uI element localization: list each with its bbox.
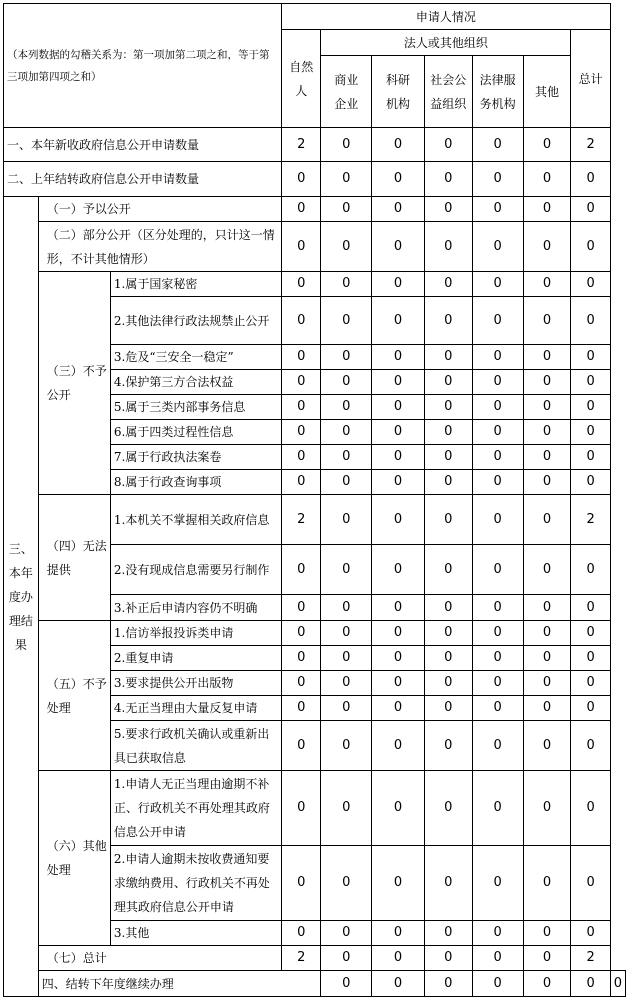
- value-cell: 0: [424, 222, 472, 272]
- value-cell: 0: [282, 545, 321, 595]
- group-other-processing-label: （六）其他处理: [38, 771, 110, 946]
- value-cell: 0: [321, 946, 372, 971]
- row-label: 1.信访举报投诉类申请: [110, 621, 281, 646]
- value-cell: 0: [424, 921, 472, 946]
- value-cell: 0: [571, 162, 610, 197]
- value-cell: 0: [424, 345, 472, 370]
- value-cell: 0: [523, 420, 571, 445]
- row-label: 6.属于四类过程性信息: [110, 420, 281, 445]
- value-cell: 0: [372, 297, 425, 345]
- value-cell: 0: [321, 420, 372, 445]
- header-legal-service-org: 法律服务机构: [472, 56, 523, 128]
- row-label: 2.申请人逾期未按收费通知要求缴纳费用、行政机关不再处理其政府信息公开申请: [110, 846, 281, 921]
- value-cell: 0: [321, 495, 372, 545]
- header-applicant-situation: 申请人情况: [282, 4, 611, 30]
- value-cell: 0: [571, 197, 610, 222]
- value-cell: 0: [424, 370, 472, 395]
- value-cell: 0: [321, 470, 372, 495]
- value-cell: 0: [610, 971, 625, 997]
- value-cell: 0: [372, 470, 425, 495]
- value-cell: 0: [321, 297, 372, 345]
- value-cell: 0: [372, 162, 425, 197]
- value-cell: 0: [424, 445, 472, 470]
- value-cell: 0: [571, 545, 610, 595]
- header-commercial-enterprise: [321, 56, 372, 128]
- value-cell: 0: [571, 721, 610, 771]
- value-cell: 0: [472, 545, 523, 595]
- value-cell: 0: [424, 495, 472, 545]
- row-label: （七）总计: [38, 946, 281, 971]
- row-label: 1.本机关不掌握相关政府信息: [110, 495, 281, 545]
- row-label: 2.其他法律行政法规禁止公开: [110, 297, 281, 345]
- value-cell: 0: [424, 971, 472, 997]
- row-label: 5.属于三类内部事务信息: [110, 395, 281, 420]
- value-cell: 0: [523, 721, 571, 771]
- value-cell: 0: [523, 370, 571, 395]
- value-cell: 0: [571, 420, 610, 445]
- government-info-disclosure-table: [3, 3, 626, 997]
- row-label: 2.重复申请: [110, 646, 281, 671]
- value-cell: 0: [321, 595, 372, 621]
- value-cell: 2: [571, 495, 610, 545]
- value-cell: 0: [523, 921, 571, 946]
- value-cell: 0: [372, 771, 425, 846]
- value-cell: 0: [472, 671, 523, 696]
- value-cell: 0: [282, 370, 321, 395]
- value-cell: 0: [523, 162, 571, 197]
- value-cell: 0: [571, 595, 610, 621]
- value-cell: 0: [424, 545, 472, 595]
- header-scientific: 科研: [385, 72, 410, 87]
- value-cell: 0: [523, 470, 571, 495]
- group-unable-to-provide-label: （四）无法提供: [38, 495, 110, 621]
- value-cell: 0: [472, 470, 523, 495]
- value-cell: 0: [472, 162, 523, 197]
- value-cell: 0: [472, 445, 523, 470]
- header-scientific-institution: [372, 56, 425, 128]
- value-cell: 0: [472, 595, 523, 621]
- value-cell: 0: [472, 846, 523, 921]
- value-cell: 0: [571, 696, 610, 721]
- value-cell: 0: [472, 971, 523, 997]
- value-cell: 0: [523, 971, 571, 997]
- value-cell: 0: [523, 272, 571, 297]
- row-label: 3.补正后申请内容仍不明确: [110, 595, 281, 621]
- value-cell: 0: [321, 846, 372, 921]
- row-label: 3.要求提供公开出版物: [110, 671, 281, 696]
- row-label: （一）予以公开: [38, 197, 281, 222]
- value-cell: 0: [321, 370, 372, 395]
- value-cell: 0: [472, 621, 523, 646]
- value-cell: 0: [472, 696, 523, 721]
- value-cell: 0: [472, 197, 523, 222]
- value-cell: 0: [282, 445, 321, 470]
- value-cell: 0: [571, 646, 610, 671]
- value-cell: 0: [321, 162, 372, 197]
- value-cell: 0: [321, 272, 372, 297]
- value-cell: 0: [424, 595, 472, 621]
- value-cell: 0: [424, 696, 472, 721]
- value-cell: 0: [424, 470, 472, 495]
- header-total: 总计: [571, 30, 610, 128]
- header-institution: 机构: [385, 96, 410, 111]
- value-cell: 0: [472, 946, 523, 971]
- value-cell: 0: [571, 470, 610, 495]
- value-cell: 0: [372, 197, 425, 222]
- value-cell: 0: [321, 721, 372, 771]
- row-label: 3.危及“三安全一稳定”: [110, 345, 281, 370]
- value-cell: 0: [523, 197, 571, 222]
- value-cell: 0: [523, 595, 571, 621]
- value-cell: 0: [282, 646, 321, 671]
- value-cell: 0: [472, 646, 523, 671]
- value-cell: 0: [571, 846, 610, 921]
- value-cell: 0: [282, 420, 321, 445]
- header-note: （本列数据的勾稽关系为：第一项加第二项之和，等于第三项加第四项之和）: [4, 4, 282, 128]
- value-cell: 0: [372, 395, 425, 420]
- row-label: 3.其他: [110, 921, 281, 946]
- value-cell: 0: [424, 621, 472, 646]
- value-cell: 0: [472, 345, 523, 370]
- value-cell: 2: [282, 946, 321, 971]
- value-cell: 0: [372, 420, 425, 445]
- row-label: 8.属于行政查询事项: [110, 470, 281, 495]
- row-label: 二、上年结转政府信息公开申请数量: [4, 162, 282, 197]
- row-label: 4.无正当理由大量反复申请: [110, 696, 281, 721]
- value-cell: 0: [321, 545, 372, 595]
- value-cell: 0: [523, 846, 571, 921]
- value-cell: 0: [424, 721, 472, 771]
- value-cell: 0: [523, 222, 571, 272]
- value-cell: 0: [523, 345, 571, 370]
- value-cell: 0: [282, 470, 321, 495]
- value-cell: 0: [282, 395, 321, 420]
- value-cell: 0: [321, 197, 372, 222]
- value-cell: 0: [523, 395, 571, 420]
- value-cell: 0: [282, 721, 321, 771]
- value-cell: 2: [571, 128, 610, 162]
- row-label: 四、结转下年度继续办理: [38, 971, 321, 997]
- value-cell: 0: [424, 771, 472, 846]
- value-cell: 0: [282, 345, 321, 370]
- value-cell: 0: [372, 921, 425, 946]
- value-cell: 0: [282, 671, 321, 696]
- value-cell: 0: [321, 921, 372, 946]
- value-cell: 0: [571, 345, 610, 370]
- row-label: （二）部分公开（区分处理的，只计这一情形，不计其他情形）: [38, 222, 281, 272]
- value-cell: 0: [523, 621, 571, 646]
- value-cell: 0: [523, 495, 571, 545]
- value-cell: 0: [282, 621, 321, 646]
- value-cell: 0: [523, 646, 571, 671]
- value-cell: 0: [282, 846, 321, 921]
- value-cell: 0: [372, 646, 425, 671]
- value-cell: 0: [523, 671, 571, 696]
- value-cell: 0: [424, 646, 472, 671]
- value-cell: 0: [321, 771, 372, 846]
- value-cell: 0: [282, 297, 321, 345]
- value-cell: 0: [372, 721, 425, 771]
- value-cell: 0: [282, 162, 321, 197]
- value-cell: 0: [372, 370, 425, 395]
- value-cell: 0: [571, 297, 610, 345]
- value-cell: 0: [424, 846, 472, 921]
- value-cell: 0: [372, 621, 425, 646]
- row-label: 4.保护第三方合法权益: [110, 370, 281, 395]
- value-cell: 0: [372, 128, 425, 162]
- value-cell: 0: [424, 128, 472, 162]
- value-cell: 0: [523, 297, 571, 345]
- value-cell: 0: [424, 197, 472, 222]
- value-cell: 0: [372, 495, 425, 545]
- value-cell: 0: [321, 696, 372, 721]
- row-label: 一、本年新收政府信息公开申请数量: [4, 128, 282, 162]
- value-cell: 0: [372, 971, 425, 997]
- value-cell: 0: [472, 297, 523, 345]
- value-cell: 0: [372, 696, 425, 721]
- value-cell: 0: [571, 771, 610, 846]
- value-cell: 0: [571, 445, 610, 470]
- value-cell: 0: [282, 197, 321, 222]
- value-cell: 0: [372, 345, 425, 370]
- value-cell: 0: [571, 621, 610, 646]
- value-cell: 0: [472, 771, 523, 846]
- value-cell: 0: [472, 272, 523, 297]
- header-legal-entity: 法人或其他组织: [321, 30, 571, 56]
- value-cell: 0: [523, 696, 571, 721]
- value-cell: 2: [282, 128, 321, 162]
- value-cell: 0: [571, 671, 610, 696]
- value-cell: 0: [472, 420, 523, 445]
- value-cell: 0: [372, 272, 425, 297]
- value-cell: 0: [571, 222, 610, 272]
- value-cell: 0: [424, 162, 472, 197]
- value-cell: 0: [472, 222, 523, 272]
- value-cell: 0: [424, 272, 472, 297]
- value-cell: 0: [571, 971, 610, 997]
- value-cell: 0: [282, 696, 321, 721]
- value-cell: 0: [424, 946, 472, 971]
- value-cell: 0: [321, 671, 372, 696]
- row-label: 5.要求行政机关确认或重新出具已获取信息: [110, 721, 281, 771]
- group-not-processed-label: （五）不予处理: [38, 621, 110, 771]
- value-cell: 0: [523, 771, 571, 846]
- header-social-public-welfare-org: 社会公益组织: [424, 56, 472, 128]
- value-cell: 0: [472, 921, 523, 946]
- group-not-disclosed-label: （三）不予公开: [38, 272, 110, 495]
- header-commercial: 商业: [334, 72, 359, 87]
- value-cell: 0: [321, 646, 372, 671]
- value-cell: 0: [472, 395, 523, 420]
- value-cell: 0: [321, 128, 372, 162]
- value-cell: 0: [372, 671, 425, 696]
- value-cell: 0: [321, 345, 372, 370]
- header-enterprise: 企业: [334, 96, 359, 111]
- value-cell: 0: [372, 946, 425, 971]
- value-cell: 0: [372, 595, 425, 621]
- value-cell: 0: [372, 222, 425, 272]
- value-cell: 0: [282, 771, 321, 846]
- value-cell: 0: [424, 420, 472, 445]
- row-label: 1.申请人无正当理由逾期不补正、行政机关不再处理其政府信息公开申请: [110, 771, 281, 846]
- value-cell: 0: [321, 222, 372, 272]
- value-cell: 0: [282, 222, 321, 272]
- value-cell: 0: [282, 272, 321, 297]
- value-cell: 0: [424, 395, 472, 420]
- value-cell: 0: [372, 545, 425, 595]
- row-label: 1.属于国家秘密: [110, 272, 281, 297]
- row-label: 7.属于行政执法案卷: [110, 445, 281, 470]
- value-cell: 0: [321, 621, 372, 646]
- value-cell: 2: [571, 946, 610, 971]
- value-cell: 0: [523, 946, 571, 971]
- value-cell: 0: [571, 370, 610, 395]
- value-cell: 0: [523, 128, 571, 162]
- value-cell: 0: [282, 595, 321, 621]
- header-other: 其他: [523, 56, 571, 128]
- value-cell: 0: [424, 671, 472, 696]
- value-cell: 0: [523, 545, 571, 595]
- value-cell: 0: [282, 921, 321, 946]
- value-cell: 0: [523, 445, 571, 470]
- value-cell: 0: [571, 921, 610, 946]
- value-cell: 2: [282, 495, 321, 545]
- value-cell: 0: [424, 297, 472, 345]
- row-label: 2.没有现成信息需要另行制作: [110, 545, 281, 595]
- value-cell: 0: [372, 445, 425, 470]
- value-cell: 0: [321, 971, 372, 997]
- header-natural-person: 自然人: [282, 30, 321, 128]
- section-3-label: 三、本年度办理结果: [4, 197, 39, 997]
- value-cell: 0: [571, 272, 610, 297]
- value-cell: 0: [472, 495, 523, 545]
- value-cell: 0: [372, 846, 425, 921]
- value-cell: 0: [472, 721, 523, 771]
- value-cell: 0: [321, 445, 372, 470]
- value-cell: 0: [571, 395, 610, 420]
- value-cell: 0: [472, 128, 523, 162]
- value-cell: 0: [472, 370, 523, 395]
- value-cell: 0: [321, 395, 372, 420]
